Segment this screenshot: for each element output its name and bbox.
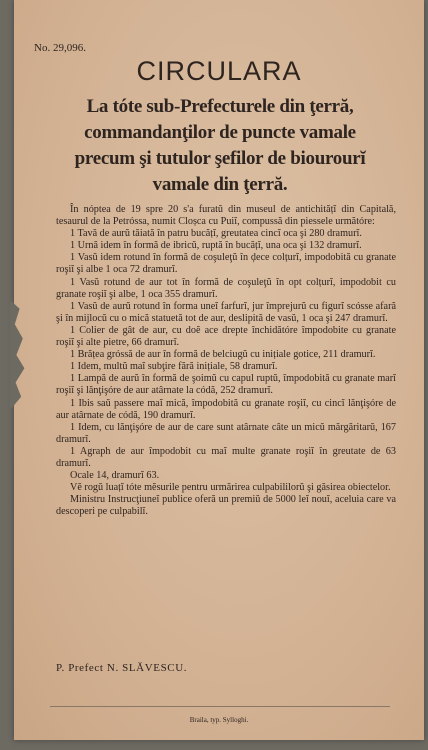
item-paragraph: 1 Colier de gât de aur, cu doĕ ace drepte închidătóre împodobite cu granate roşiĭ şi alte pietre, 66 dramurĭ. xyxy=(56,324,396,349)
heading-line: commandanţilor de puncte vamale xyxy=(84,122,356,143)
document-title: CIRCULARA xyxy=(136,56,302,86)
request-paragraph: Vĕ rogŭ luațĭ tóte mĕsurile pentru urmărirea culpabililorŭ şi găsirea obiectelor. xyxy=(70,482,391,494)
item-paragraph: 1 Lampă de aurŭ în formă de şoimŭ cu capul ruptŭ, împodobită cu granate marĭ roşiĭ şi lănţişóre de aur atârnate la códă, 252 dramurĭ. xyxy=(56,373,396,397)
item-paragraph: 1 Vasŭ de aurŭ rotund în forma uneĭ farfurĭ, jur împrejurŭ cu figurĭ scósse afară şi în mijlocŭ cu o mică statuetă tot de aur, deslipită de vasŭ, 1 oca şi 247 dramurĭ. xyxy=(56,300,396,324)
item-paragraph: 1 Urnă idem în formă de ibricŭ, ruptă în bucățĭ, una oca şi 132 dramurĭ. xyxy=(70,240,362,252)
item-paragraph: 1 Ibis saŭ passere maĭ mică, împodobită cu granate roşiĭ, cu cincĭ lănţişóre de aur atârnate de códă, 190 dramurĭ. xyxy=(56,397,396,421)
printer-imprint: Braila, typ. Sylloghi. xyxy=(189,716,249,724)
document-body xyxy=(56,204,396,518)
document-heading xyxy=(22,94,418,198)
item-paragraph: 1 Idem, multŭ maĭ subţire fără inițiale, 58 dramurĭ. xyxy=(70,361,278,373)
document-number: No. 29,096. xyxy=(34,42,86,54)
heading-line: precum şi tutulor şefilor de biourourĭ xyxy=(74,148,366,169)
reward-paragraph: Ministru Instrucţiuneĭ publice oferă un premiŭ de 5000 leĭ nouĭ, aceluia care va descoperi pe culpabilĭ. xyxy=(56,494,396,518)
document-page xyxy=(14,0,424,740)
item-paragraph: 1 Vasŭ rotund de aur tot în formă de coşuleţŭ în opt colțurĭ, impodobit cu granate roşiĭ şi albe, 1 oca 355 dramurĭ. xyxy=(56,276,396,300)
divider xyxy=(50,706,390,707)
heading-line: vamale din ţerră. xyxy=(152,174,288,195)
item-paragraph: 1 Agraph de aur împodobit cu maĭ multe granate roşiĭ în greutate de 63 dramurĭ. xyxy=(56,445,396,469)
heading-line: La tóte sub-Prefecturele din ţerră, xyxy=(86,96,354,117)
item-paragraph: 1 Idem, cu lănţişóre de aur de care sunt atârnate câte un micŭ mărgăritarŭ, 167 dramurĭ. xyxy=(56,421,396,445)
total-paragraph: Ocale 14, dramurĭ 63. xyxy=(70,470,160,482)
intro-paragraph: În nóptea de 19 spre 20 s'a furatŭ din museul de antichitățĭ din Capitală, tesaurul de la Petróssa, numit Cloșca cu Puiĭ, compussă din piessele următóre: xyxy=(56,204,396,228)
signature: P. Prefect N. SLĂVESCU. xyxy=(56,662,188,674)
item-paragraph: 1 Tavă de aurŭ tăiată în patru bucățĭ, greutatea cincĭ oca şi 280 dramurĭ. xyxy=(70,228,362,240)
torn-edge xyxy=(10,300,26,410)
item-paragraph: 1 Brățea gróssă de aur în formă de belciugŭ cu inițiale gotice, 211 dramurĭ. xyxy=(70,349,376,361)
item-paragraph: 1 Vasŭ idem rotund în formă de coşuleţŭ în ḑece colțurĭ, impodobită cu granate roşiĭ şi albe 1 oca 72 dramurĭ. xyxy=(56,252,396,276)
